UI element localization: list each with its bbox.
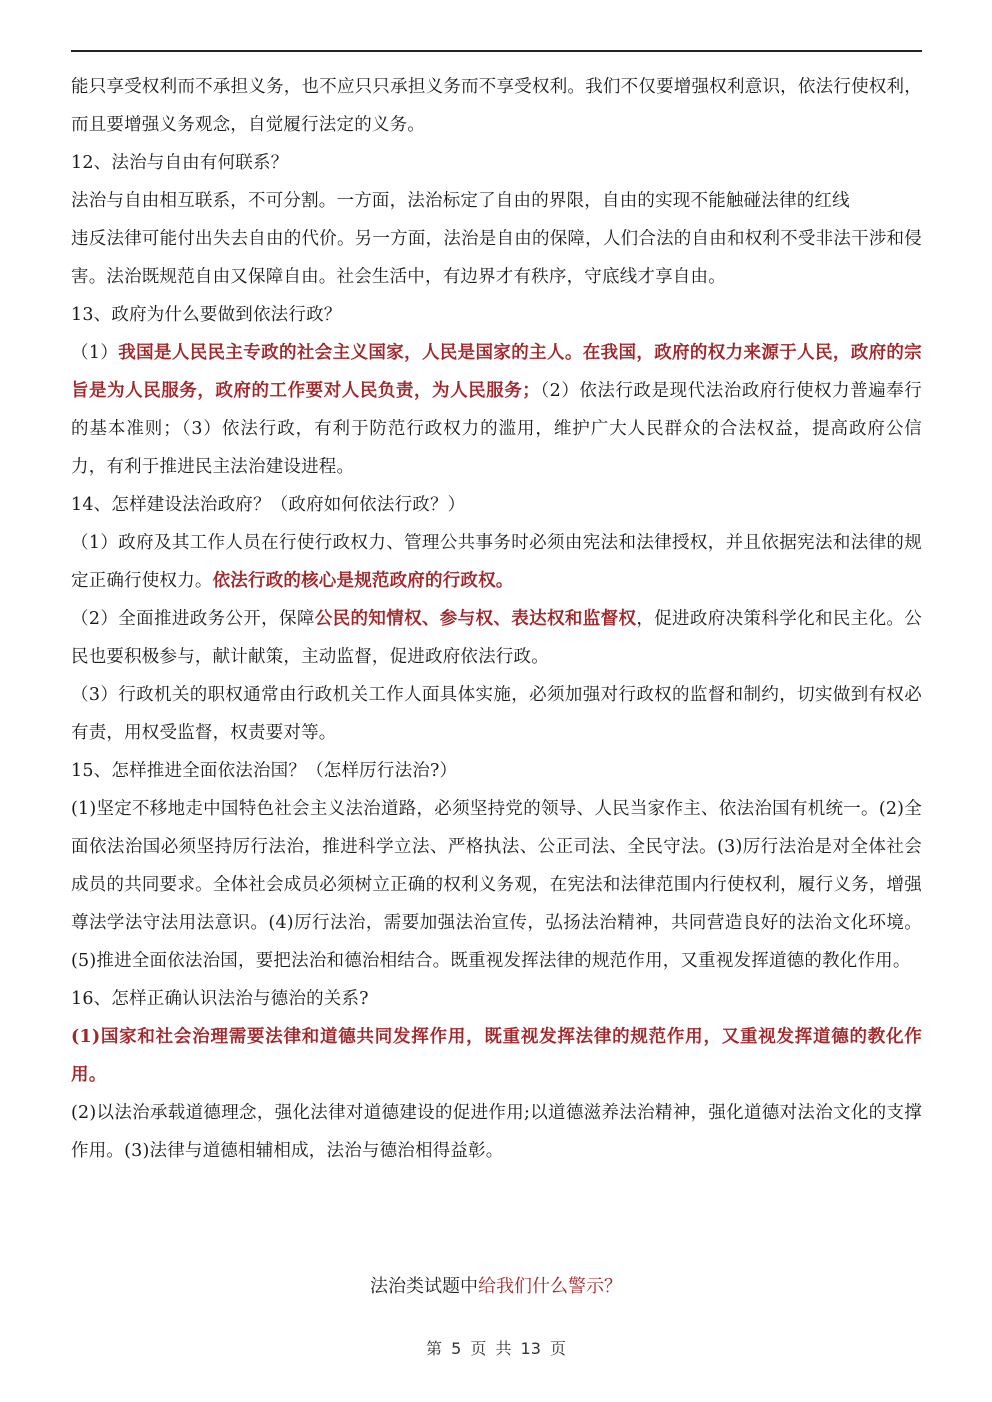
- item-rest: ，促进政府决策科学化和民主化。公民也要积极参与，献计献策，主动监督，促进政府依法行政。: [71, 609, 923, 667]
- header-rule: [71, 50, 922, 52]
- question-14-item-2: [71, 600, 922, 676]
- question-15-answer: (1)坚定不移地走中国特色社会主义法治道路，必须坚持党的领导、人民当家作主、依法治国有机统一。(2)全面依法治国必须坚持厉行法治，推进科学立法、严格执法、公正司法、全民守法。(3)厉行法治是对全体社会成员的共同要求。全体社会成员必须树立正确的权利义务观，在宪法和法律范围内行使权利，履行义务，增强尊法学法守法用法意识。(4)厉行法治，需要加强法治宣传，弘扬法治精神，共同营造良好的法治文化环境。(5)推进全面依法治国，要把法治和德治相结合。既重视发挥法律的规范作用，又重视发挥道德的教化作用。: [71, 799, 922, 971]
- highlighted-text: 我国是人民民主专政的社会主义国家，人民是国家的主人。在我国，政府的权力来源于人民，政府的宗旨是为人民服务，政府的工作要对人民负责，为人民服务；: [71, 343, 923, 401]
- closing-highlight-text: 给我们什么警示？: [478, 1276, 622, 1297]
- question-13-answer: [71, 334, 922, 486]
- question-14-title: 14、怎样建设法治政府？（政府如何依法行政？）: [71, 495, 466, 515]
- question-16-title: 16、怎样正确认识法治与德治的关系?: [71, 989, 369, 1009]
- closing-plain-text: 法治类试题中: [370, 1276, 478, 1297]
- closing-heading: [0, 1272, 992, 1298]
- item-text: （1）政府及其工作人员在行使行政权力、管理公共事务时必须由宪法和法律授权，并且依据宪法和法律的规定正确行使权力。: [71, 533, 922, 591]
- page-number: 第 5 页 共 13 页: [426, 1339, 566, 1358]
- question-12-answer-part1: 法治与自由相互联系，不可分割。一方面，法治标定了自由的界限，自由的实现不能触碰法律的红线: [71, 191, 850, 211]
- question-12-answer-part2: 违反法律可能付出失去自由的代价。另一方面，法治是自由的保障，人们合法的自由和权利不受非法干涉和侵害。法治既规范自由又保障自由。社会生活中，有边界才有秩序，守底线才享自由。: [71, 229, 922, 287]
- question-16-item-1: (1)国家和社会治理需要法律和道德共同发挥作用，既重视发挥法律的规范作用，又重视发挥道德的教化作用。: [71, 1027, 922, 1085]
- highlighted-text: 依法行政的核心是规范政府的行政权。: [212, 571, 514, 591]
- continuation-paragraph: 能只享受权利而不承担义务，也不应只只承担义务而不享受权利。我们不仅要增强权利意识，依法行使权利，而且要增强义务观念，自觉履行法定的义务。: [71, 77, 922, 135]
- question-14-item-3: （3）行政机关的职权通常由行政机关工作人面具体实施，必须加强对行政权的监督和制约，切实做到有权必有责，用权受监督，权责要对等。: [71, 685, 922, 743]
- item-prefix: （2）全面推进政务公开，保障: [71, 609, 315, 629]
- item-prefix: （1）: [71, 343, 119, 363]
- question-15-title: 15、怎样推进全面依法治国？（怎样厉行法治?）: [71, 761, 458, 781]
- highlighted-text: 公民的知情权、参与权、表达权和监督权: [314, 609, 637, 629]
- answer-rest: （2）依法行政是现代法治政府行使权力普遍奉行的基本准则；（3）依法行政，有利于防范行政权力的滥用，维护广大人民群众的合法权益，提高政府公信力，有利于推进民主法治建设进程。: [71, 381, 922, 477]
- question-12-title: 12、法治与自由有何联系？: [71, 153, 289, 173]
- question-14-item-1: [71, 524, 922, 600]
- question-13-title: 13、政府为什么要做到依法行政？: [71, 305, 342, 325]
- question-16-item-2: (2)以法治承载道德理念，强化法律对道德建设的促进作用;以道德滋养法治精神，强化道德对法治文化的支撑作用。(3)法律与道德相辅相成，法治与德治相得益彰。: [71, 1103, 922, 1161]
- document-body: [71, 68, 922, 1170]
